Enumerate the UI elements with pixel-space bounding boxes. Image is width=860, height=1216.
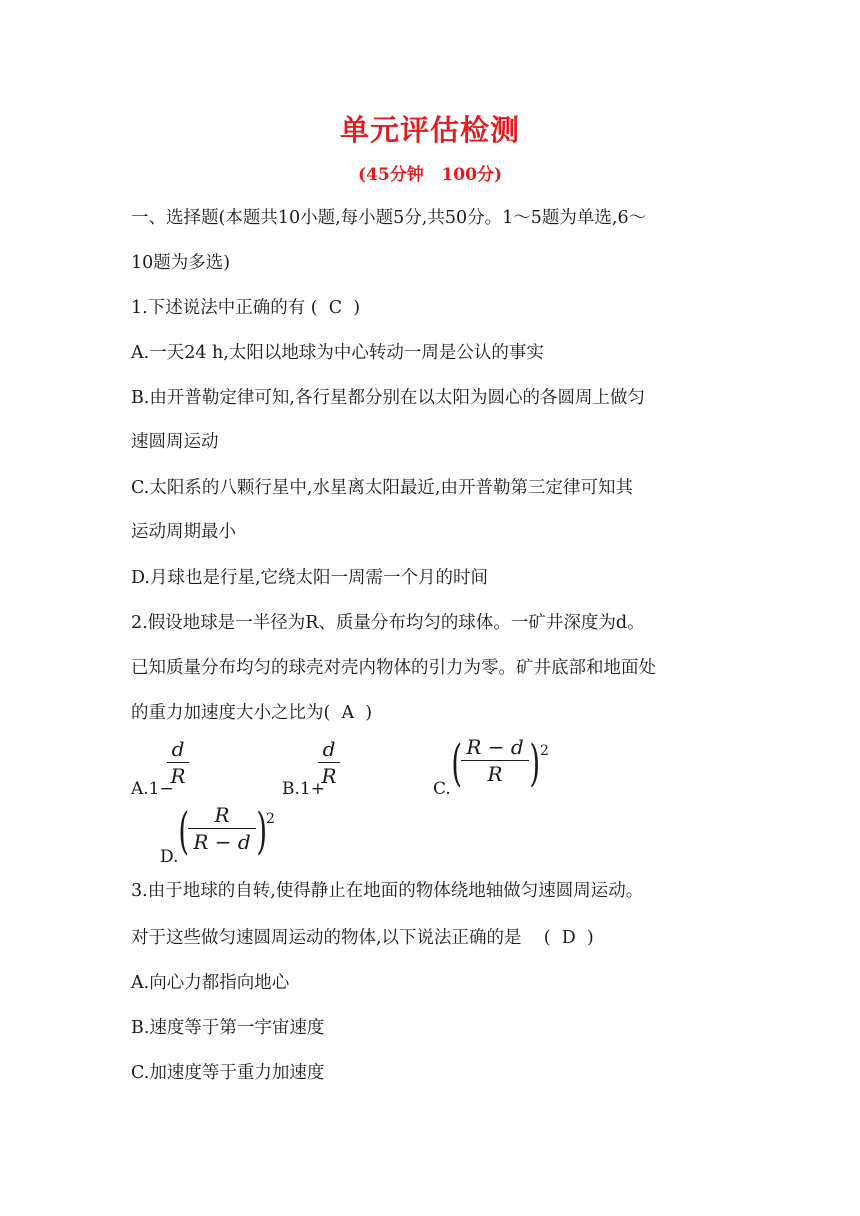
fraction-bar bbox=[461, 760, 529, 761]
question-2-stem-line-1: 2.假设地球是一半径为R、质量分布均匀的球体。一矿井深度为d。 bbox=[131, 613, 645, 633]
fraction-numerator: d bbox=[171, 737, 185, 761]
question-3-option-c: C.加速度等于重力加速度 bbox=[131, 1063, 325, 1083]
left-parenthesis: ( bbox=[178, 802, 190, 860]
fraction-denominator: R − d bbox=[193, 830, 251, 854]
question-2-option-c-exponent: 2 bbox=[540, 743, 549, 759]
page-subtitle: (45分钟 100分) bbox=[358, 165, 502, 185]
question-2-option-b-label: B.1+ bbox=[282, 779, 325, 799]
question-2-option-d-fraction bbox=[188, 803, 256, 854]
question-2-stem-line-3: 的重力加速度大小之比为( A ) bbox=[131, 703, 373, 723]
fraction-numerator: R bbox=[214, 803, 230, 827]
left-parenthesis: ( bbox=[451, 734, 463, 792]
fraction-bar bbox=[167, 762, 189, 763]
fraction-numerator: d bbox=[322, 737, 336, 761]
question-2-option-a-label: A.1− bbox=[131, 779, 174, 799]
fraction-bar bbox=[318, 762, 340, 763]
question-2-option-a-fraction bbox=[167, 737, 189, 788]
fraction-denominator: R bbox=[170, 764, 186, 788]
fraction-bar bbox=[188, 828, 256, 829]
question-1-option-b-line-1: B.由开普勒定律可知,各行星都分别在以太阳为圆心的各圆周上做匀 bbox=[131, 388, 645, 408]
fraction-denominator: R bbox=[487, 762, 503, 786]
question-2-option-c-fraction bbox=[461, 735, 529, 786]
question-1-option-a: A.一天24 h,太阳以地球为中心转动一周是公认的事实 bbox=[131, 343, 544, 363]
question-1-option-c-line-2: 运动周期最小 bbox=[131, 522, 236, 542]
question-2-stem-line-2: 已知质量分布均匀的球壳对壳内物体的引力为零。矿井底部和地面处 bbox=[131, 658, 656, 678]
fraction-denominator: R bbox=[321, 764, 337, 788]
question-1-stem: 1.下述说法中正确的有 ( C ) bbox=[131, 298, 361, 318]
page-title: 单元评估检测 bbox=[339, 113, 520, 147]
fraction-numerator: R − d bbox=[466, 735, 524, 759]
question-1-option-d: D.月球也是行星,它绕太阳一周需一个月的时间 bbox=[131, 568, 489, 588]
right-parenthesis: ) bbox=[529, 734, 541, 792]
question-2-option-b-fraction bbox=[318, 737, 340, 788]
question-1-option-c-line-1: C.太阳系的八颗行星中,水星离太阳最近,由开普勒第三定律可知其 bbox=[131, 478, 633, 498]
question-2-option-c-label: C. bbox=[433, 779, 451, 799]
question-1-option-b-line-2: 速圆周运动 bbox=[131, 432, 219, 452]
question-3-option-a: A.向心力都指向地心 bbox=[131, 973, 290, 993]
question-2-option-d-label: D. bbox=[160, 847, 179, 867]
section-heading-line-1: 一、选择题(本题共10小题,每小题5分,共50分。1～5题为单选,6～ bbox=[131, 208, 647, 228]
question-2-option-d-exponent: 2 bbox=[266, 811, 275, 827]
question-3-stem-line-1: 3.由于地球的自转,使得静止在地面的物体绕地轴做匀速圆周运动。 bbox=[131, 881, 644, 901]
section-heading-line-2: 10题为多选) bbox=[131, 253, 231, 273]
right-parenthesis: ) bbox=[256, 802, 268, 860]
question-3-stem-line-2: 对于这些做匀速圆周运动的物体,以下说法正确的是 ( D ) bbox=[131, 928, 594, 948]
question-3-option-b: B.速度等于第一宇宙速度 bbox=[131, 1018, 325, 1038]
